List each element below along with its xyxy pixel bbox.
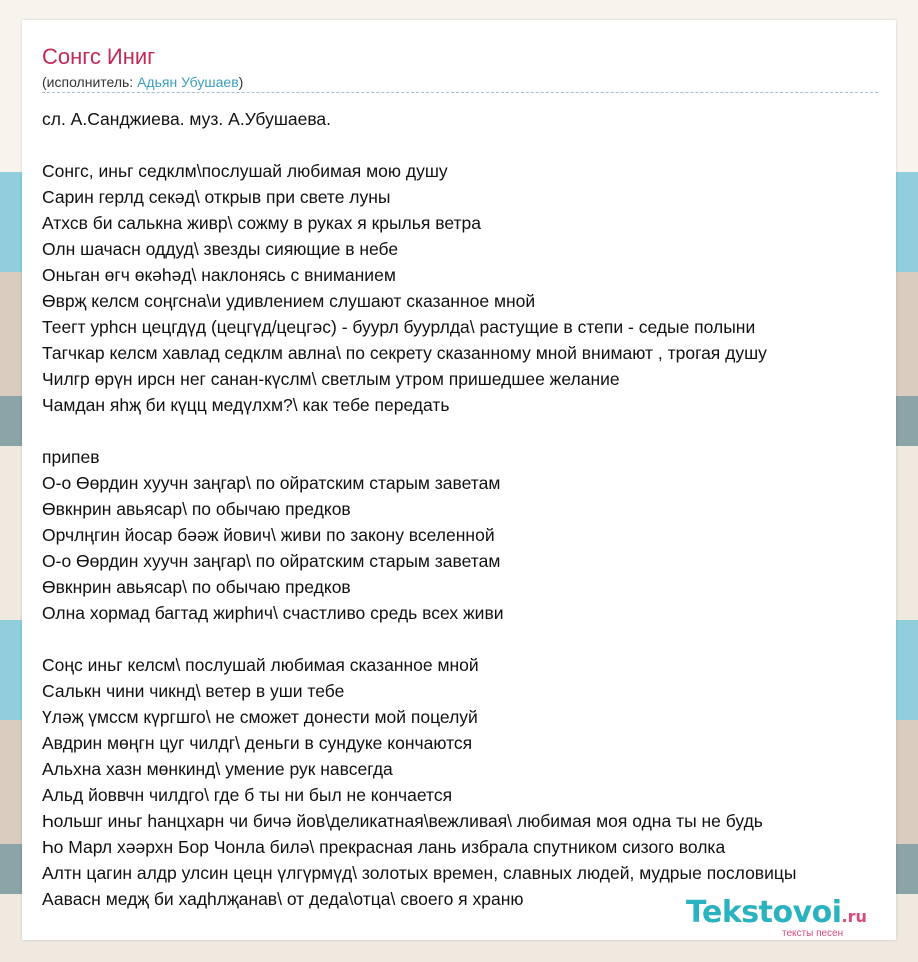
artist-link[interactable]: Адьян Убушаев: [137, 74, 239, 90]
blank-line: [42, 132, 918, 158]
lyric-line: Орчлңгин йосар бәәж йович\ живи по закону вселенной: [42, 525, 495, 545]
lyric-line: Чамдан яһҗ би күцц медүлхм?\ как тебе передать: [42, 395, 450, 415]
logo-tld: .ru: [841, 907, 867, 926]
logo-subtitle: тексты песен: [782, 928, 844, 939]
lyric-line: Соңс иньг келсм\ послушай любимая сказанное мной: [42, 655, 479, 675]
lyric-line: Сарин герлд секәд\ открыв при свете луны: [42, 187, 391, 207]
logo-main-text: Tekstovoi: [686, 895, 842, 930]
lyric-line: Һольшг иньг һанцхарн чи бичә йов\деликатная\вежливая\ любимая моя одна ты не будь: [42, 811, 763, 831]
artist-suffix: ): [238, 74, 244, 90]
lyric-line: Һо Марл хәәрхн Бор Чонла билә\ прекрасная лань избрала спутником сизого волка: [42, 837, 726, 857]
lyric-line: припев: [42, 447, 100, 467]
blank-line: [42, 626, 918, 652]
lyric-line: О-о Өөрдин хуучн заңгар\ по ойратским старым заветам: [42, 551, 501, 571]
lyric-line: Теегт урһсн цецгдүд (цецгүд/цецгәс) - буурл буурлда\ растущие в степи - седые полыни: [42, 317, 756, 337]
lyric-line: Өврҗ келсм соңгсна\и удивлением слушают сказанное мной: [42, 291, 536, 311]
lyric-line: сл. А.Санджиева. муз. А.Убушаева.: [42, 109, 332, 129]
lyric-line: Алтн цагин алдр улсин цецн үлгүрмүд\ золотых времен, славных людей, мудрые пословицы: [42, 863, 797, 883]
lyric-line: Өвкнрин авьясар\ по обычаю предков: [42, 577, 351, 597]
lyric-line: Чилгр өрүн ирсн нег санан-күслм\ светлым утром пришедшее желание: [42, 369, 620, 389]
lyric-line: О-о Өөрдин хуучн заңгар\ по ойратским старым заветам: [42, 473, 501, 493]
lyric-line: Олн шачасн оддуд\ звезды сияющие в небе: [42, 239, 399, 259]
blank-line: [42, 418, 918, 444]
title-divider: [42, 92, 878, 93]
lyric-line: Өвкнрин авьясар\ по обычаю предков: [42, 499, 351, 519]
lyric-line: Аавасн медҗ би хадһлҗанав\ от деда\отца\ своего я храню: [42, 889, 524, 909]
artist-line: [42, 73, 243, 91]
lyric-line: Салькн чини чикнд\ ветер в уши тебе: [42, 681, 345, 701]
lyric-line: Үләҗ үмссм күргшго\ не сможет донести мой поцелуй: [42, 707, 478, 727]
lyric-line: Олна хормад багтад жирһич\ счастливо средь всех живи: [42, 603, 504, 623]
lyric-line: Альхна хазн мөнкинд\ умение рук навсегда: [42, 759, 393, 779]
song-title: Сонгс Иниг: [42, 44, 156, 69]
lyric-line: Авдрин мөңгн цуг чилдг\ деньги в сундуке кончаются: [42, 733, 473, 753]
lyric-line: Альд йоввчн чилдго\ где б ты ни был не кончается: [42, 785, 453, 805]
lyric-line: Сонгс, иньг седклм\послушай любимая мою душу: [42, 161, 448, 181]
artist-prefix: (исполнитель:: [42, 74, 138, 90]
lyric-line: Атхсв би салькна живр\ сожму в руках я крылья ветра: [42, 213, 481, 233]
lyrics-card: [22, 20, 896, 940]
tekstovoi-logo[interactable]: [686, 895, 892, 943]
lyric-line: Оньган өгч өкәһәд\ наклонясь с вниманием: [42, 265, 396, 285]
lyrics-body: [42, 106, 918, 912]
lyric-line: Тагчкар келсм хавлад седклм авлна\ по секрету сказанному мной внимают , трогая душу: [42, 343, 767, 363]
